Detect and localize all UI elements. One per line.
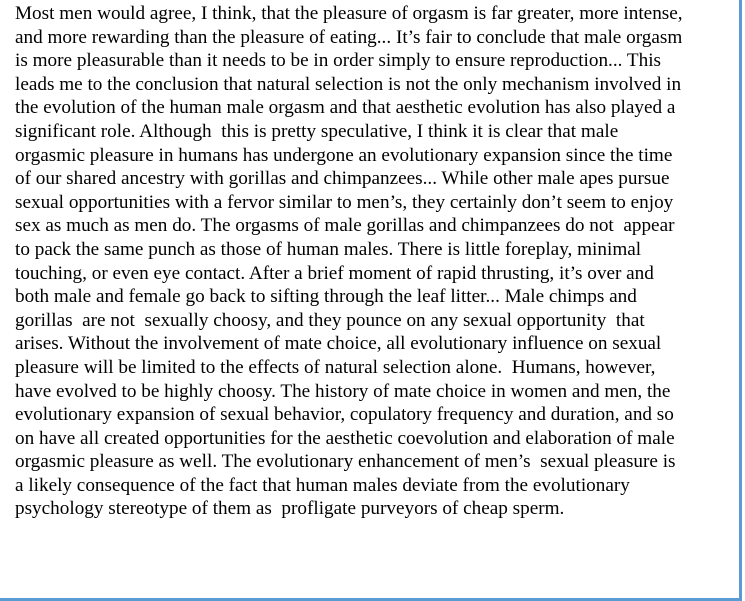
text-line: is more pleasurable than it needs to be in order simply to ensure reproduction... This xyxy=(15,50,662,72)
text-line: orgasmic pleasure as well. The evolutionary enhancement of men’s sexual pleasure is xyxy=(15,451,676,473)
text-line: have evolved to be highly choosy. The history of mate choice in women and men, the xyxy=(15,380,671,402)
text-line: significant role. Although this is pretty speculative, I think it is clear that male xyxy=(15,120,619,142)
text-line: pleasure will be limited to the effects of natural selection alone. Humans, however, xyxy=(15,356,656,378)
text-line: orgasmic pleasure in humans has undergone an evolutionary expansion since the time xyxy=(15,144,673,166)
text-line: and more rewarding than the pleasure of eating... It’s fair to conclude that male orgasm xyxy=(15,26,683,48)
text-line: both male and female go back to sifting through the leaf litter... Male chimps and xyxy=(15,286,637,308)
text-line: arises. Without the involvement of mate choice, all evolutionary influence on sexual xyxy=(15,333,662,355)
text-line: on have all created opportunities for the aesthetic coevolution and elaboration of male xyxy=(15,427,675,449)
text-line: touching, or even eye contact. After a brief moment of rapid thrusting, it’s over and xyxy=(15,262,654,284)
text-line: sexual opportunities with a fervor similar to men’s, they certainly don’t seem to enjoy xyxy=(15,191,674,213)
text-line: Most men would agree, I think, that the pleasure of orgasm is far greater, more intense, xyxy=(15,3,683,24)
text-line: of our shared ancestry with gorillas and chimpanzees... While other male apes pursue xyxy=(15,168,670,190)
text-line: a likely consequence of the fact that human males deviate from the evolutionary xyxy=(15,474,630,496)
text-line: to pack the same punch as those of human males. There is little foreplay, minimal xyxy=(15,238,642,260)
text-line: gorillas are not sexually choosy, and they pounce on any sexual opportunity that xyxy=(15,309,645,331)
text-line: sex as much as men do. The orgasms of male gorillas and chimpanzees do not appear xyxy=(15,215,675,237)
quote-paragraph xyxy=(15,2,739,521)
text-line: evolutionary expansion of sexual behavior, copulatory frequency and duration, and so xyxy=(15,404,674,426)
text-line: psychology stereotype of them as profligate purveyors of cheap sperm. xyxy=(15,498,565,520)
text-line: leads me to the conclusion that natural selection is not the only mechanism involved in xyxy=(15,73,682,95)
text-line: the evolution of the human male orgasm and that aesthetic evolution has also played a xyxy=(15,97,676,119)
